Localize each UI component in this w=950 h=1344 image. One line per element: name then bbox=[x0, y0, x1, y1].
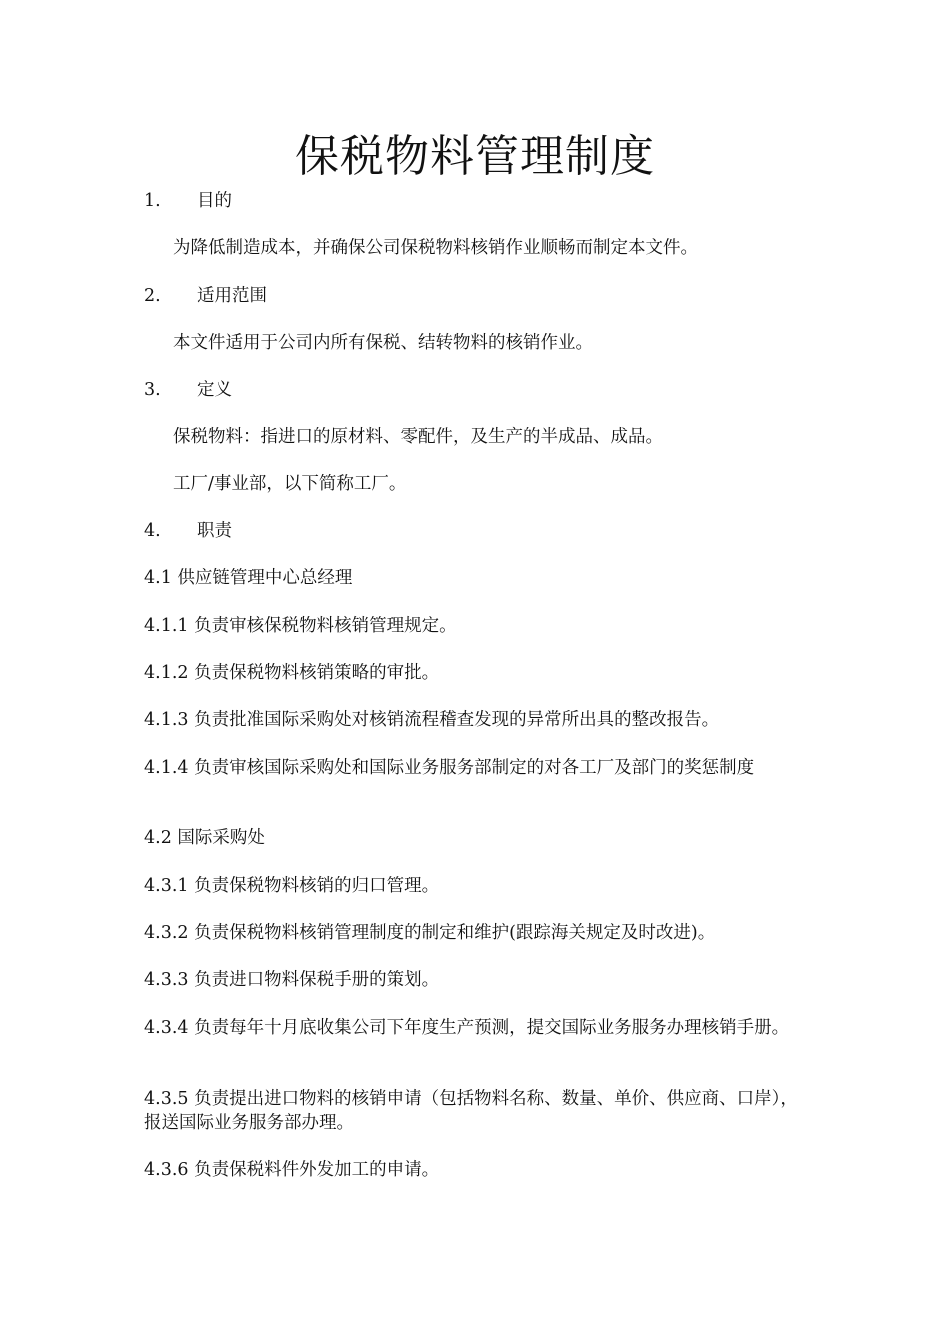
purpose-paragraph: 为降低制造成本，并确保公司保税物料核销作业顺畅而制定本文件。 bbox=[173, 238, 698, 258]
section-number-1: 1. bbox=[144, 191, 161, 211]
definition-paragraph-2: 工厂/事业部，以下简称工厂。 bbox=[173, 474, 407, 494]
responsibility-item: 4.1.3 负责批准国际采购处对核销流程稽查发现的异常所出具的整改报告。 bbox=[144, 710, 720, 730]
section-title-purpose: 目的 bbox=[197, 191, 232, 211]
section-title-definition: 定义 bbox=[197, 380, 232, 400]
responsibility-item: 4.1 供应链管理中心总经理 bbox=[144, 568, 353, 588]
responsibility-item: 4.1.2 负责保税物料核销策略的审批。 bbox=[144, 663, 440, 683]
responsibility-item: 4.3.1 负责保税物料核销的归口管理。 bbox=[144, 876, 440, 896]
definition-paragraph-1: 保税物料：指进口的原材料、零配件，及生产的半成品、成品。 bbox=[173, 427, 663, 447]
section-number-3: 3. bbox=[144, 380, 161, 400]
responsibility-item: 4.3.6 负责保税料件外发加工的申请。 bbox=[144, 1160, 440, 1180]
responsibility-item: 4.3.5 负责提出进口物料的核销申请（包括物料名称、数量、单价、供应商、口岸），报送国际业务服务部办理。 bbox=[144, 1089, 798, 1133]
scope-paragraph: 本文件适用于公司内所有保税、结转物料的核销作业。 bbox=[173, 333, 593, 353]
responsibility-item: 4.1.1 负责审核保税物料核销管理规定。 bbox=[144, 616, 457, 636]
document-title: 保税物料管理制度 bbox=[295, 131, 655, 183]
section-title-responsibilities: 职责 bbox=[197, 521, 232, 541]
responsibility-item: 4.3.2 负责保税物料核销管理制度的制定和维护(跟踪海关规定及时改进)。 bbox=[144, 923, 716, 943]
section-title-scope: 适用范围 bbox=[197, 286, 267, 306]
responsibility-item: 4.2 国际采购处 bbox=[144, 828, 265, 848]
section-number-2: 2. bbox=[144, 286, 161, 306]
responsibility-item: 4.1.4 负责审核国际采购处和国际业务服务部制定的对各工厂及部门的奖惩制度 bbox=[144, 758, 755, 778]
responsibility-item: 4.3.3 负责进口物料保税手册的策划。 bbox=[144, 970, 440, 990]
section-number-4: 4. bbox=[144, 521, 161, 541]
responsibility-item: 4.3.4 负责每年十月底收集公司下年度生产预测，提交国际业务服务办理核销手册。 bbox=[144, 1018, 790, 1038]
